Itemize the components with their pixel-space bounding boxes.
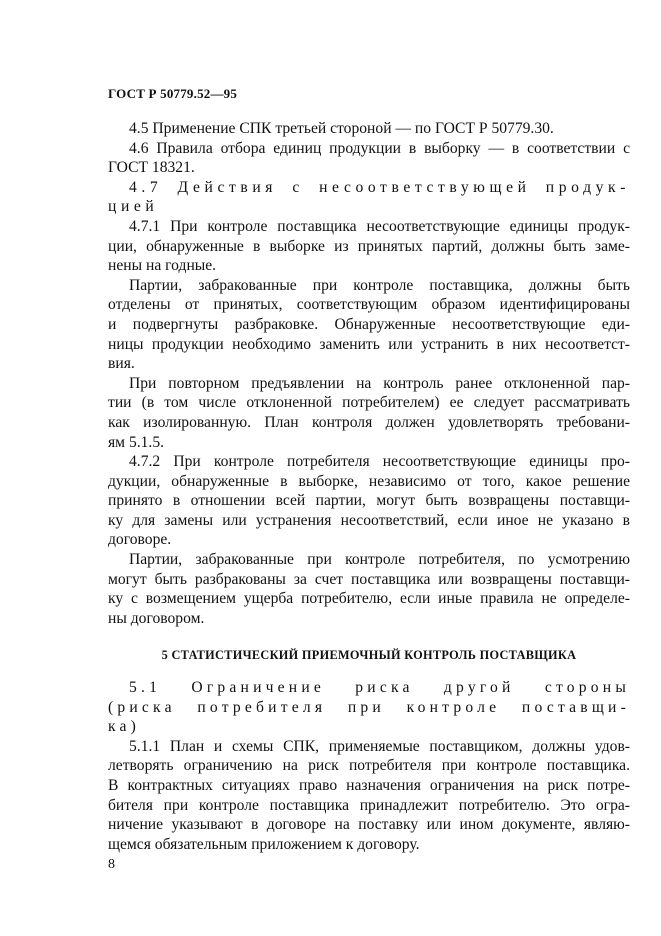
- paragraph-line: При повторном предъявлении на контроль ранее отклоненной пар-: [129, 374, 630, 392]
- document-body: [108, 119, 630, 854]
- subsection-heading-5-1: ка): [108, 718, 141, 736]
- subsection-heading-5-1: (риска потребителя при контроле поставщи-: [108, 698, 630, 716]
- paragraph-5-1-1-line: ничение указывают в договоре на поставку или ином документе, являю-: [108, 816, 630, 834]
- paragraph-5-1-1-line: В контрактных ситуациях право назначения ограничения на риск потре-: [108, 777, 630, 794]
- paragraph-line: тии (в том числе отклоненной потребителем) ее следует рассматривать: [108, 394, 630, 412]
- paragraph-4-7-1-line: ции, обнаруженные в выборке из принятых партий, должны быть заме-: [108, 237, 630, 255]
- paragraph-4-7-2-line: 4.7.2 При контроле потребителя несоответствующие единицы про-: [129, 453, 630, 471]
- spacer: [108, 666, 630, 678]
- paragraph-4-6-line: 4.6 Правила отбора единиц продукции в выборку — в соответствии с: [129, 139, 630, 157]
- document-header: ГОСТ Р 50779.52—95: [108, 86, 238, 101]
- paragraph-4-5: 4.5 Применение СПК третьей стороной — по ГОСТ Р 50779.30.: [129, 120, 554, 137]
- paragraph-line: ям 5.1.5.: [108, 433, 165, 451]
- subsection-heading-4-7: цией: [108, 198, 159, 216]
- paragraph-4-7-1-line: 4.7.1 При контроле поставщика несоответствующие единицы продук-: [129, 217, 630, 235]
- paragraph-line: Партии, забракованные при контроле поставщика, должны быть: [129, 276, 630, 294]
- paragraph-5-1-1-line: щемся обязательным приложением к договору.: [108, 835, 420, 853]
- paragraph-4-7-2-line: принято в отношении всей партии, могут быть возвращены поставщи-: [108, 492, 630, 510]
- subsection-heading-4-7: 4.7 Действия с несоответствующей продук-: [129, 178, 630, 196]
- paragraph-line: как изолированную. План контроля должен удовлетворять требовани-: [108, 413, 630, 431]
- paragraph-5-1-1-line: летворять ограничению на риск потребителя при контроле поставщика.: [108, 757, 630, 775]
- paragraph-4-7-2-line: дукции, обнаруженные в выборке, независимо от того, какое решение: [108, 472, 630, 490]
- subsection-heading-5-1: 5.1 Ограничение риска другой стороны: [129, 679, 630, 697]
- paragraph-4-7-2-line: договоре.: [108, 531, 172, 549]
- paragraph-line: ку с возмещением ущерба потребителю, если иные правила не определе-: [108, 590, 630, 608]
- paragraph-5-1-1-line: 5.1.1 План и схемы СПК, применяемые поставщиком, должны удов-: [129, 737, 630, 755]
- paragraph-line: отделены от принятых, соответствующим образом идентифицированы: [108, 296, 630, 314]
- paragraph-4-6-line: ГОСТ 18321.: [108, 159, 195, 177]
- page-number: 8: [108, 857, 115, 872]
- paragraph-line: вия.: [108, 355, 135, 373]
- paragraph-4-7-2-line: ку для замены или устранения несоответствий, если иное не указано в: [108, 511, 630, 529]
- paragraph-line: ны договором.: [108, 609, 205, 627]
- section-heading-5: 5 СТАТИСТИЧЕСКИЙ ПРИЕМОЧНЫЙ КОНТРОЛЬ ПОСТАВЩИКА: [161, 648, 577, 663]
- paragraph-line: ницы продукции необходимо заменить или устранить в них несоответст-: [108, 335, 630, 353]
- spacer: [108, 628, 630, 646]
- paragraph-5-1-1-line: бителя при контроле поставщика принадлежит потребителю. Это огра-: [108, 796, 630, 814]
- paragraph-line: Партии, забракованные при контроле потребителя, по усмотрению: [129, 551, 630, 569]
- paragraph-line: и подвергнуты разбраковке. Обнаруженные несоответствующие еди-: [108, 315, 630, 333]
- paragraph-4-7-1-line: нены на годные.: [108, 257, 217, 275]
- paragraph-line: могут быть разбракованы за счет поставщика или возвращены поставщи-: [108, 570, 630, 588]
